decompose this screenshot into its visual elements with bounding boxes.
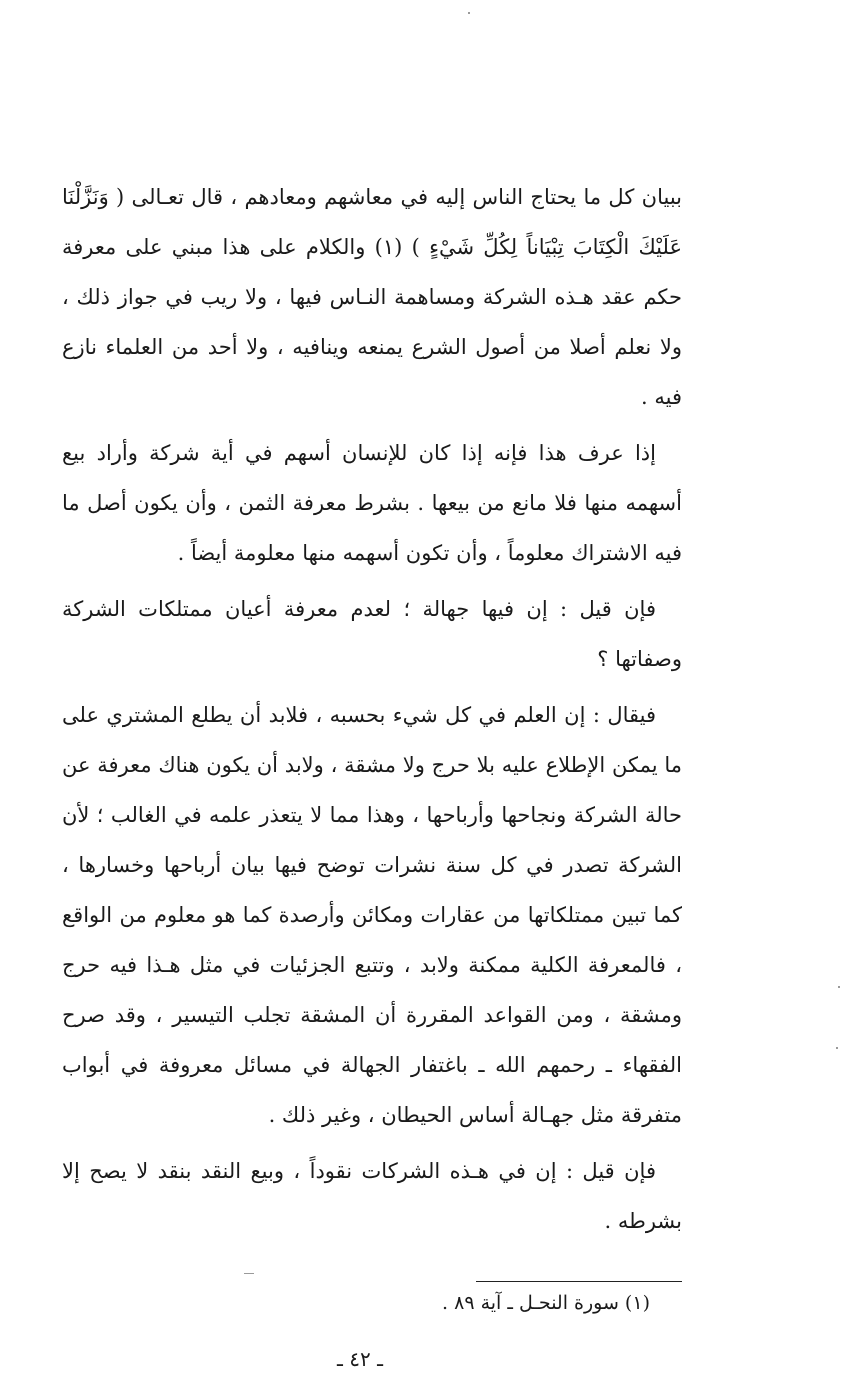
paragraph: فإن قيل : إن فيها جهالة ؛ لعدم معرفة أعيان ممتلكات الشركة وصفاتها ؟ bbox=[62, 597, 682, 671]
scan-speck bbox=[838, 986, 840, 988]
scan-speck bbox=[836, 1047, 838, 1049]
scan-speck bbox=[244, 1273, 254, 1274]
paragraph: فإن قيل : إن في هـذه الشركات نقوداً ، وبيع النقد بنقد لا يصح إلا بشرطه . bbox=[62, 1159, 682, 1233]
footnote-separator bbox=[476, 1281, 682, 1282]
paragraph: فيقال : إن العلم في كل شيء بحسبه ، فلابد أن يطلع المشتري على ما يمكن الإطلاع عليه بلا حرج ولا مشقة ، ولابد أن يكون هناك معرفة عن حالة الشركة ونجاحها وأرباحها ، وهذا مما لا يتعذر علمه في الغالب ؛ لأن الشركة تصدر في كل سنة نشرات توضح فيها بيان أرباحها وخسارها ، كما تبين ممتلكاتها من عقارات ومكائن وأرصدة كما هو معلوم من الواقع ، فالمعرفة الكلية ممكنة ولابد ، وتتبع الجزئيات في مثل هـذا فيه حرج ومشقة ، ومن القواعد المقررة أن المشقة تجلب التيسير ، وقد صرح الفقهاء ـ رحمهم الله ـ باغتفار الجهالة في مسائل معروفة في أبواب متفرقة مثل جهـالة أساس الحيطان ، وغير ذلك . bbox=[62, 703, 682, 1127]
paragraph: إذا عرف هذا فإنه إذا كان للإنسان أسهم في أية شركة وأراد بيع أسهمه منها فلا مانع من بيعها . بشرط معرفة الثمن ، وأن يكون أصل ما فيه الاشتراك معلوماً ، وأن تكون أسهمه منها معلومة أيضاً . bbox=[62, 441, 682, 565]
paragraph: ببيان كل ما يحتاج الناس إليه في معاشهم ومعادهم ، قال تعـالى ( وَنَزَّلْنَا عَلَيْكَ الْكِتَابَ تِبْيَاناً لِكُلِّ شَيْءٍ ) (١) والكلام على هذا مبني على معرفة حكم عقد هـذه الشركة ومساهمة النـاس فيها ، ولا ريب في جواز ذلك ، ولا نعلم أصلا من أصول الشرع يمنعه وينافيه ، ولا أحد من العلماء نازع فيه . bbox=[62, 185, 683, 409]
page-number: ـ ٤٢ ـ bbox=[337, 1347, 383, 1371]
scan-speck bbox=[468, 12, 470, 14]
footnote: (١) سورة النحـل ـ آية ٨٩ . bbox=[442, 1292, 650, 1314]
main-text-body bbox=[62, 172, 682, 1252]
